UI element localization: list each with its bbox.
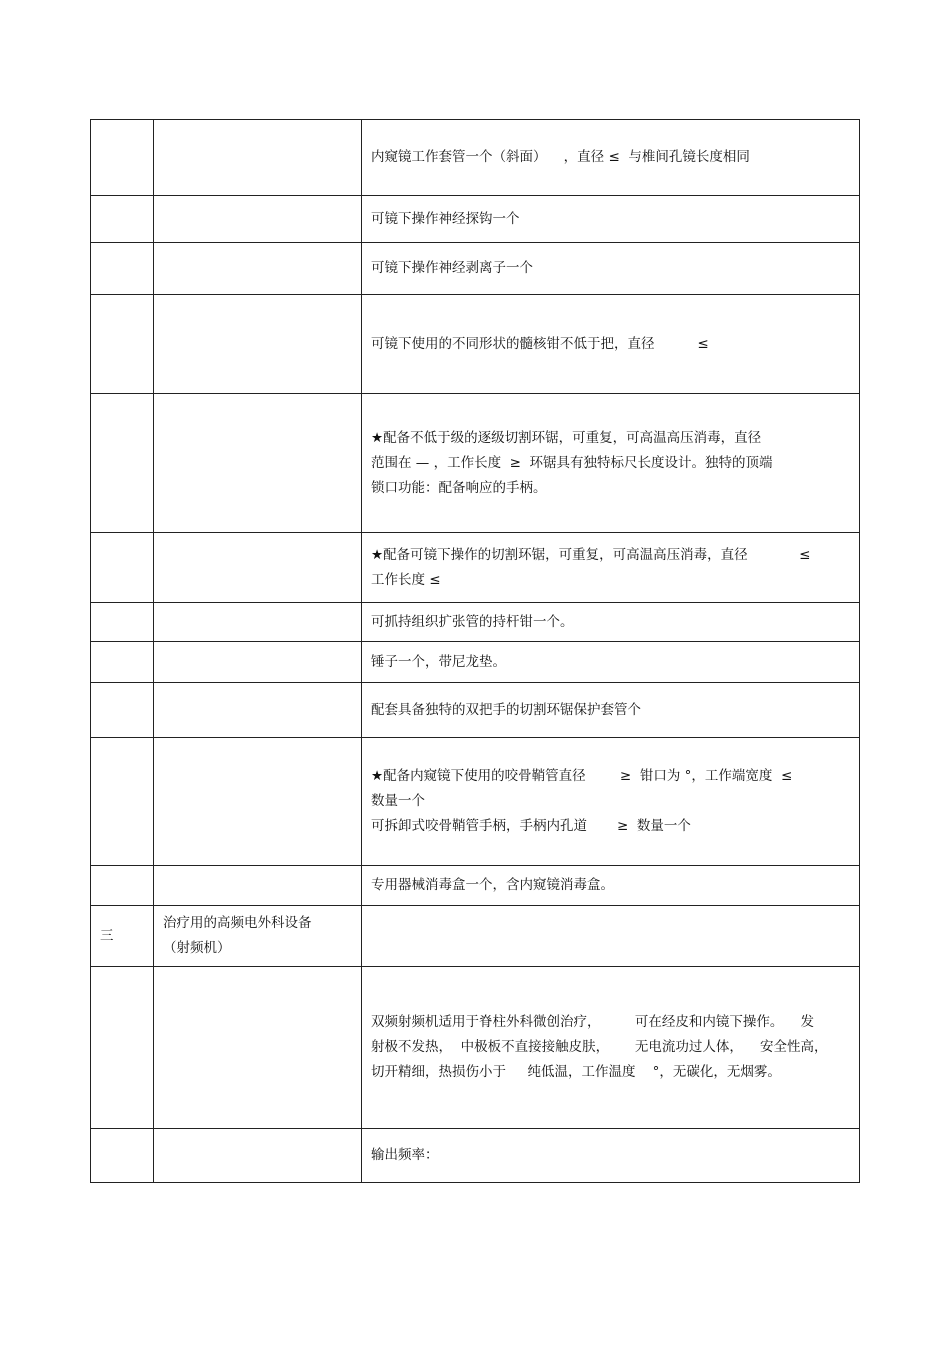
row-number-cell: [91, 533, 154, 603]
spec-cell-line: 可镜下使用的不同形状的髓核钳不低于把，直径 ≤: [371, 335, 709, 352]
item-name-cell: [154, 394, 362, 533]
spec-cell-line: 配套具备独特的双把手的切割环锯保护套管个: [371, 701, 641, 718]
row-number-cell: [91, 906, 154, 967]
row-number-cell: [91, 683, 154, 738]
table-row: [91, 738, 860, 866]
row-number-cell: [91, 866, 154, 906]
table-row: [91, 243, 860, 295]
spec-table: [90, 119, 860, 1183]
row-number-cell: [91, 603, 154, 642]
row-number-cell: [91, 1129, 154, 1183]
table-row: [91, 1129, 860, 1183]
spec-cell-line: 可拆卸式咬骨鞘管手柄，手柄内孔道 ≥ 数量一个: [371, 818, 691, 834]
spec-cell-line: 射极不发热， 中极板不直接接触皮肤， 无电流功过人体， 安全性高，: [371, 1039, 828, 1055]
spec-cell: [362, 603, 860, 642]
spec-cell: [362, 866, 860, 906]
table-row: [91, 906, 860, 967]
spec-cell: [362, 642, 860, 683]
item-name-cell-line: （射频机）: [163, 940, 231, 956]
spec-cell-line: 专用器械消毒盒一个，含内窥镜消毒盒。: [371, 877, 614, 893]
spec-cell-line: ★配备可镜下操作的切割环锯，可重复，可高温高压消毒，直径 ≤: [371, 546, 811, 563]
spec-cell-line: ★配备内窥镜下使用的咬骨鞘管直径 ≥ 钳口为 °，工作端宽度 ≤: [371, 768, 793, 784]
row-number-cell: [91, 243, 154, 295]
item-name-cell: [154, 196, 362, 243]
item-name-cell: [154, 243, 362, 295]
spec-cell-line: 切开精细，热损伤小于 纯低温，工作温度 °，无碳化，无烟雾。: [371, 1064, 781, 1080]
row-number-cell: [91, 196, 154, 243]
table-row: [91, 642, 860, 683]
spec-cell: [362, 967, 860, 1129]
spec-cell-line: 双频射频机适用于脊柱外科微创治疗， 可在经皮和内镜下操作。 发: [371, 1014, 814, 1030]
row-number-cell: [91, 642, 154, 683]
table-row: [91, 967, 860, 1129]
item-name-cell: [154, 866, 362, 906]
table-row: [91, 866, 860, 906]
spec-cell: [362, 683, 860, 738]
spec-cell: [362, 906, 860, 967]
item-name-cell: [154, 603, 362, 642]
spec-cell-line: ★配备不低于级的逐级切割环锯，可重复，可高温高压消毒，直径: [371, 429, 762, 446]
item-name-cell: [154, 295, 362, 394]
spec-cell-line: 可抓持组织扩张管的持杆钳一个。: [371, 613, 574, 630]
spec-cell-line: 工作长度 ≤: [371, 571, 441, 588]
spec-cell-line: 数量一个: [371, 793, 425, 809]
row-number-cell: [91, 394, 154, 533]
row-number-cell: [91, 967, 154, 1129]
spec-cell-line: 内窥镜工作套管一个（斜面） ，直径 ≤ 与椎间孔镜长度相同: [371, 149, 750, 165]
spec-cell-line: 可镜下操作神经探钩一个: [371, 210, 520, 227]
item-name-cell: [154, 906, 362, 967]
spec-cell-line: 锤子一个，带尼龙垫。: [371, 653, 506, 670]
spec-cell: [362, 394, 860, 533]
table-row: [91, 533, 860, 603]
spec-cell: [362, 533, 860, 603]
row-number-cell: [91, 738, 154, 866]
table-row: [91, 196, 860, 243]
item-name-cell: [154, 642, 362, 683]
spec-cell: [362, 1129, 860, 1183]
item-name-cell-line: 治疗用的高频电外科设备: [163, 915, 312, 931]
row-number-cell: [91, 120, 154, 196]
spec-cell-line: 范围在 — ，工作长度 ≥ 环锯具有独特标尺长度设计。独特的顶端: [371, 454, 773, 471]
row-number-cell: [91, 295, 154, 394]
row-number-cell-text: 三: [100, 927, 114, 944]
spec-cell-line: 可镜下操作神经剥离子一个: [371, 260, 533, 276]
spec-cell: [362, 196, 860, 243]
spec-table-body: [91, 120, 860, 1183]
spec-cell: [362, 738, 860, 866]
table-row: [91, 120, 860, 196]
table-row: [91, 394, 860, 533]
item-name-cell: [154, 1129, 362, 1183]
item-name-cell: [154, 120, 362, 196]
spec-cell: [362, 120, 860, 196]
spec-cell: [362, 243, 860, 295]
table-row: [91, 683, 860, 738]
spec-cell-line: 锁口功能：配备响应的手柄。: [371, 479, 547, 496]
spec-cell: [362, 295, 860, 394]
table-row: [91, 295, 860, 394]
spec-cell-line: 输出频率：: [371, 1147, 439, 1163]
table-row: [91, 603, 860, 642]
item-name-cell: [154, 683, 362, 738]
item-name-cell: [154, 738, 362, 866]
item-name-cell: [154, 533, 362, 603]
item-name-cell: [154, 967, 362, 1129]
